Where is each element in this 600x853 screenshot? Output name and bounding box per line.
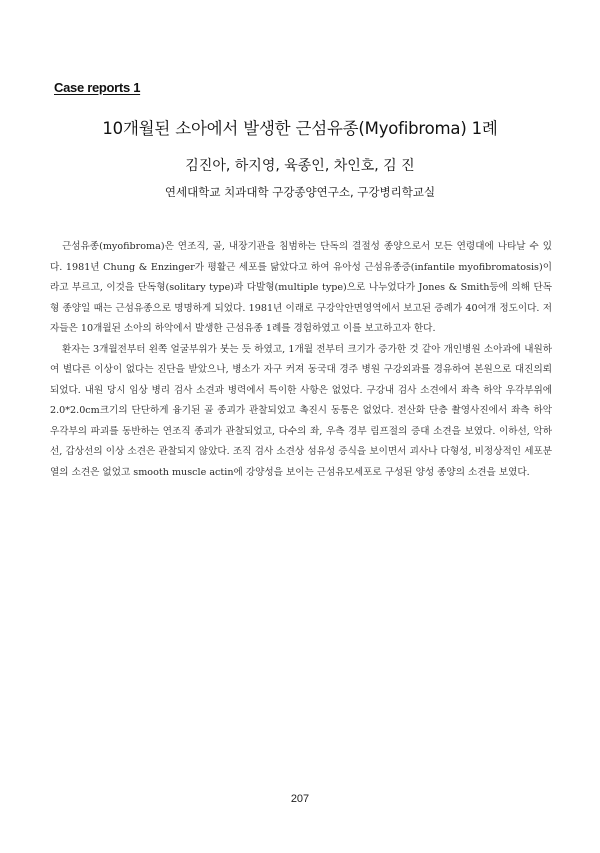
page-number: 207 <box>290 793 310 805</box>
body-paragraph-2: 환자는 3개월전부터 왼쪽 얼굴부위가 붓는 듯 하였고, 1개월 전부터 크기가 증가한 것 같아 개인병원 소아과에 내원하여 별다른 이상이 없다는 진단을 받았으나, 병소가 자구 커져 동국대 경주 병원 구강외과를 경유하여 본원으로 대진의뢰되었다. 내원 당시 임상 병리 검사 소견과 병력에서 특이한 사항은 없었다. 구강내 검사 소견에서 좌측 하악 우각부위에 2.0*2.0cm크기의 단단하게 융기된 골 종괴가 관찰되었고 촉진시 동통은 없었다. 전산화 단층 촬영사진에서 좌측 하악 우각부의 파괴를 동반하는 연조직 종괴가 관찰되었고, 다수의 좌, 우측 경부 림프절의 증대 소견을 보였다. 이하선, 악하선, 갑상선의 이상 소견은 관찰되지 않았다. 조직 검사 소견상 섬유성 증식을 보이면서 괴사나 다형성, 비정상적인 세포분열의 소견은 없었고 smooth muscle actin에 강양성을 보이는 근섬유모세포로 구성된 양성 종양의 소견을 보였다. <box>50 343 552 478</box>
author-affiliation: 연세대학교 치과대학 구강종양연구소, 구강병리학교실 <box>164 185 436 199</box>
section-label: Case reports 1 <box>54 80 141 95</box>
abstract-body <box>50 237 552 483</box>
author-list: 김진아, 하지영, 육종인, 차인호, 김 진 <box>185 158 415 174</box>
article-title: 10개월된 소아에서 발생한 근섬유종(Myofibroma) 1례 <box>102 119 498 138</box>
body-paragraph-1: 근섬유종(myofibroma)은 연조직, 골, 내장기관을 침범하는 단독의 결절성 종양으로서 모든 연령대에 나타날 수 있다. 1981년 Chung & Enzinger가 평활근 세포를 닮았다고 하여 유아성 근섬유종증(infantile myofibromatosis)이라고 부르고, 이것을 단독형(solitary type)과 다발형(multiple type)으로 나누었다가 Jones & Smith등에 의해 단독형 종양일 때는 근섬유종으로 명명하게 되었다. 1981년 이래로 구강악안면영역에서 보고된 증례가 40여개 정도이다. 저자들은 10개월된 소아의 하악에서 발생한 근섬유종 1례를 경험하였고 이를 보고하고자 한다. <box>50 241 552 334</box>
